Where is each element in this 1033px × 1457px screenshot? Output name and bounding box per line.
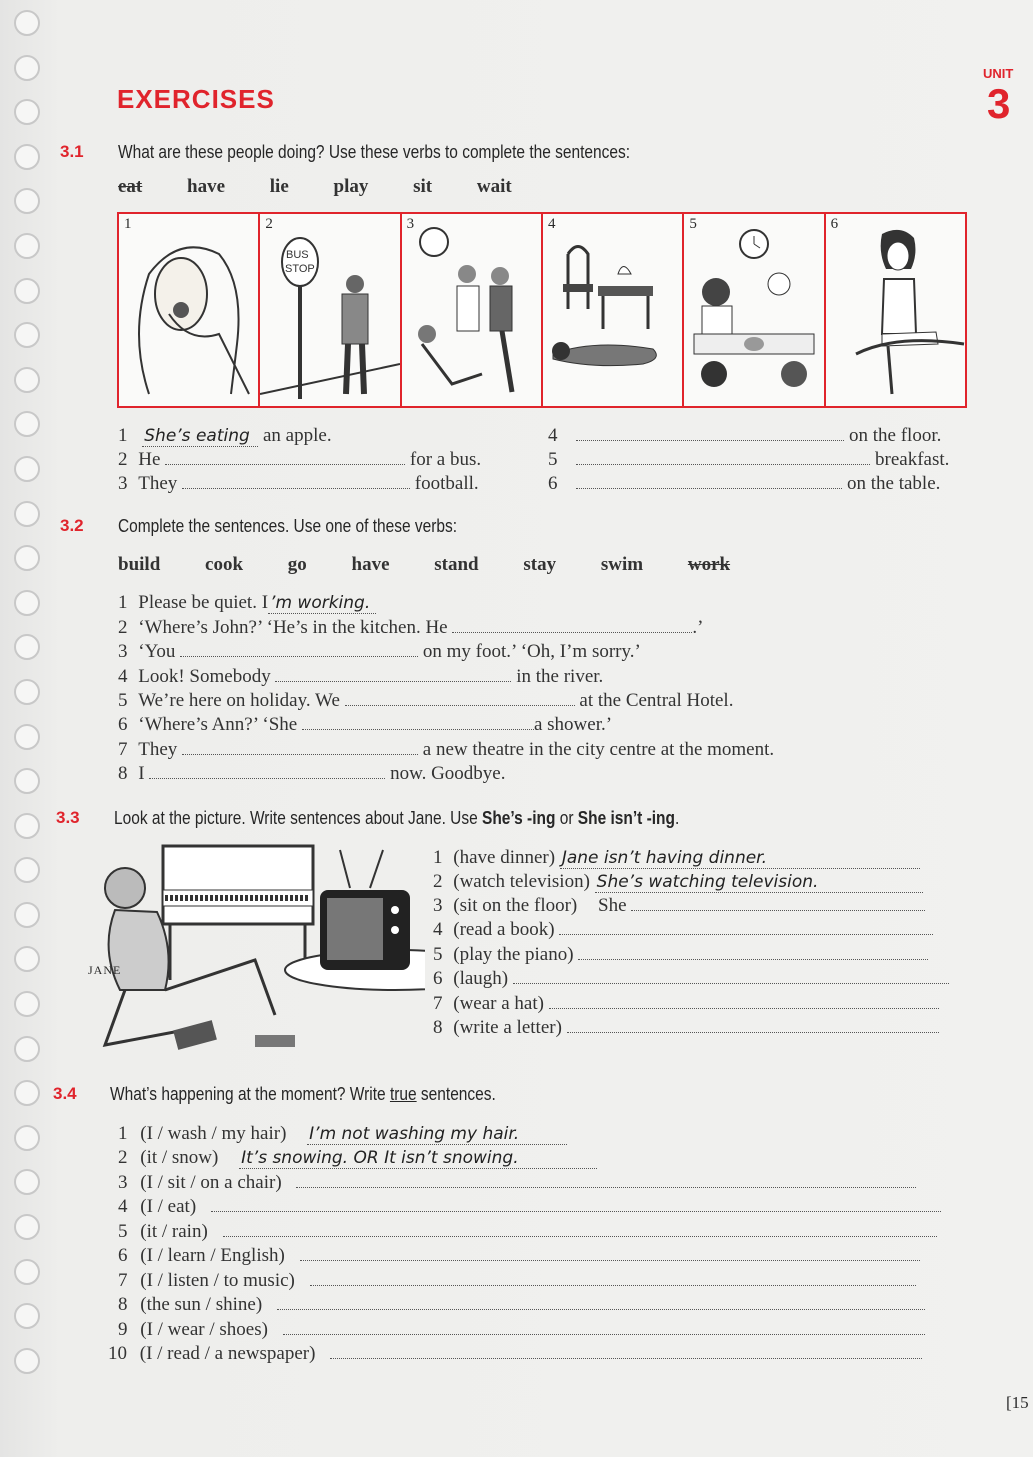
panel-number: 2 xyxy=(265,216,273,232)
unit-number: 3 xyxy=(987,80,1011,127)
answer-blank[interactable] xyxy=(277,1295,925,1310)
jane-label: JANE xyxy=(88,963,122,977)
picture-panel xyxy=(543,214,684,406)
sentence-text: .’ xyxy=(692,617,704,638)
answer-blank[interactable] xyxy=(180,642,418,657)
sentence-line xyxy=(433,993,939,1015)
item-number: 4 xyxy=(118,1196,128,1217)
item-number: 3 xyxy=(118,1172,128,1193)
item-number: 2 xyxy=(118,449,128,470)
woman-eating-apple-illustration xyxy=(119,214,259,406)
verb: wait xyxy=(476,176,512,197)
answer-blank[interactable] xyxy=(549,994,939,1009)
exercise-instruction: Complete the sentences. Use one of these verbs: xyxy=(118,516,458,536)
sentence-line xyxy=(118,714,612,736)
item-number: 10 xyxy=(108,1343,127,1364)
panel-number: 5 xyxy=(689,216,697,232)
picture-panel xyxy=(826,214,965,406)
answer-blank[interactable] xyxy=(513,969,949,984)
item-number: 9 xyxy=(118,1319,128,1340)
sentence-text: They xyxy=(138,739,178,760)
cue: (laugh) xyxy=(453,968,509,989)
answer-blank[interactable] xyxy=(283,1320,925,1335)
answer-blank[interactable] xyxy=(182,474,410,489)
answer-blank[interactable] xyxy=(345,691,575,706)
sentence-line xyxy=(118,1196,941,1218)
cue: (I / eat) xyxy=(140,1196,197,1217)
sentence-text: football. xyxy=(414,473,479,494)
answer-blank[interactable] xyxy=(149,764,385,779)
sentence-line xyxy=(548,449,949,471)
item-number: 8 xyxy=(118,763,128,784)
item-number: 6 xyxy=(118,714,128,735)
item-number: 4 xyxy=(433,919,443,940)
answer-blank[interactable] xyxy=(302,715,534,730)
sentence-text: He xyxy=(138,449,161,470)
sentence-line xyxy=(118,763,505,785)
cue: (I / learn / English) xyxy=(140,1245,285,1266)
answer-example: It’s snowing. OR It isn’t snowing. xyxy=(239,1148,597,1169)
men-playing-football-illustration xyxy=(402,214,542,406)
spiral-binding xyxy=(14,10,44,1392)
sentence-text: a shower.’ xyxy=(533,714,613,735)
verb-list xyxy=(118,176,552,198)
exercise-number: 3.1 xyxy=(60,142,84,161)
answer-blank[interactable] xyxy=(559,920,933,935)
item-number: 1 xyxy=(118,592,128,613)
svg-text:STOP: STOP xyxy=(285,263,316,275)
answer-blank[interactable] xyxy=(310,1271,916,1286)
answer-blank[interactable] xyxy=(165,450,405,465)
verb: work xyxy=(687,554,731,575)
cue: (it / rain) xyxy=(140,1221,208,1242)
item-number: 1 xyxy=(118,425,128,446)
sentence-line xyxy=(118,1172,916,1194)
panel-number: 4 xyxy=(547,216,556,232)
verb: stand xyxy=(434,554,479,575)
sentence-line xyxy=(118,1270,916,1292)
sentence-text: on the table. xyxy=(847,473,941,494)
verb: stay xyxy=(523,554,557,575)
item-number: 8 xyxy=(118,1294,128,1315)
page-number: [15 xyxy=(1006,1393,1029,1412)
item-number: 1 xyxy=(433,847,443,868)
exercise-number: 3.4 xyxy=(53,1084,77,1103)
item-number: 3 xyxy=(433,895,443,916)
sentence-line xyxy=(433,968,949,990)
item-number: 5 xyxy=(548,449,558,470)
sentence-line xyxy=(118,739,774,761)
sentence-text: She xyxy=(598,895,627,916)
verb: have xyxy=(187,176,226,197)
verb: build xyxy=(118,554,161,575)
sentence-line xyxy=(433,919,933,941)
cue: (sit on the floor) xyxy=(453,895,578,916)
verb: lie xyxy=(269,176,289,197)
answer-blank[interactable] xyxy=(275,667,511,682)
verb: eat xyxy=(118,176,143,197)
picture-panel xyxy=(402,214,543,406)
item-number: 5 xyxy=(118,1221,128,1242)
panel-number: 3 xyxy=(406,216,415,232)
sentence-text: We’re here on holiday. We xyxy=(138,690,340,711)
sentence-line xyxy=(118,1245,920,1267)
sentence-line xyxy=(118,425,332,447)
woman-lying-on-floor-illustration xyxy=(543,214,683,406)
sentence-text: breakfast. xyxy=(875,449,950,470)
item-number: 1 xyxy=(118,1123,128,1144)
answer-example: I’m not washing my hair. xyxy=(307,1124,567,1145)
exercise-instruction: What’s happening at the moment? Write true sentences. xyxy=(110,1084,496,1104)
item-number: 7 xyxy=(118,1270,128,1291)
sentence-line xyxy=(118,592,376,614)
sentence-line xyxy=(433,1017,939,1039)
item-number: 2 xyxy=(118,617,128,638)
answer-blank[interactable] xyxy=(576,426,844,441)
answer-blank[interactable] xyxy=(578,945,928,960)
answer-blank[interactable] xyxy=(452,618,692,633)
item-number: 3 xyxy=(118,473,128,494)
sentence-line xyxy=(433,944,928,966)
exercise-number: 3.3 xyxy=(56,808,80,827)
answer-example: She’s watching television. xyxy=(595,872,923,893)
item-number: 6 xyxy=(118,1245,128,1266)
sentence-line xyxy=(118,1147,597,1169)
verb: go xyxy=(287,554,307,575)
sentence-line xyxy=(108,1343,922,1365)
exercise-instruction: Look at the picture. Write sentences about Jane. Use She’s -ing or She isn’t -ing. xyxy=(114,808,680,828)
picture-panel xyxy=(684,214,825,406)
cue: (watch television) xyxy=(453,871,590,892)
verb: play xyxy=(333,176,369,197)
item-number: 5 xyxy=(118,690,128,711)
cue: (play the piano) xyxy=(453,944,574,965)
cue: (I / listen / to music) xyxy=(140,1270,295,1291)
cue: (I / read / a newspaper) xyxy=(139,1343,316,1364)
cue: (the sun / shine) xyxy=(140,1294,263,1315)
picture-panel xyxy=(260,214,401,406)
sentence-line xyxy=(118,449,481,471)
answer-example: ’m working. xyxy=(268,593,376,614)
sentence-text: ‘You xyxy=(138,641,176,662)
cue: (wear a hat) xyxy=(453,993,544,1014)
cue: (I / wash / my hair) xyxy=(140,1123,287,1144)
page-title: EXERCISES xyxy=(117,84,275,114)
item-number: 7 xyxy=(118,739,128,760)
sentence-text: They xyxy=(138,473,178,494)
cue: (it / snow) xyxy=(140,1147,219,1168)
sentence-text: for a bus. xyxy=(409,449,482,470)
item-number: 2 xyxy=(433,871,443,892)
sentence-line xyxy=(433,895,925,917)
item-number: 6 xyxy=(548,473,558,494)
woman-sitting-on-table-illustration xyxy=(826,214,966,406)
sentence-text: I xyxy=(138,763,145,784)
answer-blank[interactable] xyxy=(211,1197,941,1212)
picture-panels xyxy=(117,212,967,408)
answer-blank[interactable] xyxy=(182,740,418,755)
sentence-line xyxy=(118,641,641,663)
cue: (I / wear / shoes) xyxy=(140,1319,268,1340)
panel-number: 6 xyxy=(830,216,839,232)
item-number: 4 xyxy=(118,666,128,687)
verb: cook xyxy=(205,554,244,575)
answer-blank[interactable] xyxy=(567,1018,939,1033)
answer-blank[interactable] xyxy=(631,896,925,911)
sentence-text: now. Goodbye. xyxy=(390,763,506,784)
verb: sit xyxy=(413,176,433,197)
item-number: 8 xyxy=(433,1017,443,1038)
family-having-breakfast-illustration xyxy=(684,214,824,406)
cue: (read a book) xyxy=(453,919,555,940)
sentence-text: on the floor. xyxy=(849,425,942,446)
verb: have xyxy=(351,554,390,575)
sentence-line xyxy=(118,1319,925,1341)
cue: (have dinner) xyxy=(453,847,556,868)
sentence-line xyxy=(118,473,479,495)
item-number: 3 xyxy=(118,641,128,662)
sentence-line xyxy=(118,1221,937,1243)
item-number: 7 xyxy=(433,993,443,1014)
sentence-text: in the river. xyxy=(516,666,604,687)
picture-panel xyxy=(119,214,260,406)
sentence-text: at the Central Hotel. xyxy=(579,690,734,711)
sentence-line xyxy=(548,473,940,495)
verb-list xyxy=(118,554,770,576)
sentence-text: ‘Where’s John?’ ‘He’s in the kitchen. He xyxy=(138,617,448,638)
answer-blank[interactable] xyxy=(330,1344,922,1359)
sentence-text: ‘Where’s Ann?’ ‘She xyxy=(138,714,298,735)
answer-blank[interactable] xyxy=(576,474,842,489)
sentence-line xyxy=(118,617,703,639)
item-number: 2 xyxy=(118,1147,128,1168)
item-number: 4 xyxy=(548,425,558,446)
sentence-text: an apple. xyxy=(263,425,332,446)
exercise-number: 3.2 xyxy=(60,516,84,535)
sentence-line xyxy=(433,847,920,869)
answer-example: She’s eating xyxy=(142,426,258,447)
answer-example: Jane isn’t having dinner. xyxy=(560,848,920,869)
sentence-line xyxy=(548,425,941,447)
sentence-line xyxy=(118,1294,925,1316)
answer-blank[interactable] xyxy=(300,1246,920,1261)
answer-blank[interactable] xyxy=(223,1222,937,1237)
unit-label: UNIT xyxy=(983,66,1014,81)
cue: (write a letter) xyxy=(453,1017,562,1038)
verb: swim xyxy=(600,554,644,575)
sentence-line xyxy=(118,690,733,712)
answer-blank[interactable] xyxy=(296,1173,916,1188)
sentence-line xyxy=(118,1123,567,1145)
jane-picture-illustration xyxy=(95,840,425,1060)
item-number: 6 xyxy=(433,968,443,989)
bus-stop-sign-text: BUS xyxy=(286,249,309,261)
sentence-text: on my foot.’ ‘Oh, I’m sorry.’ xyxy=(422,641,641,662)
panel-number: 1 xyxy=(124,216,132,232)
exercise-instruction: What are these people doing? Use these verbs to complete the sentences: xyxy=(118,142,631,162)
cue: (I / sit / on a chair) xyxy=(140,1172,282,1193)
sentence-text: a new theatre in the city centre at the moment. xyxy=(422,739,775,760)
man-waiting-for-bus-illustration xyxy=(260,214,400,406)
answer-blank[interactable] xyxy=(576,450,870,465)
sentence-text: Please be quiet. I xyxy=(138,592,269,613)
sentence-text: Look! Somebody xyxy=(138,666,271,687)
item-number: 5 xyxy=(433,944,443,965)
sentence-line xyxy=(118,666,603,688)
sentence-line xyxy=(433,871,923,893)
